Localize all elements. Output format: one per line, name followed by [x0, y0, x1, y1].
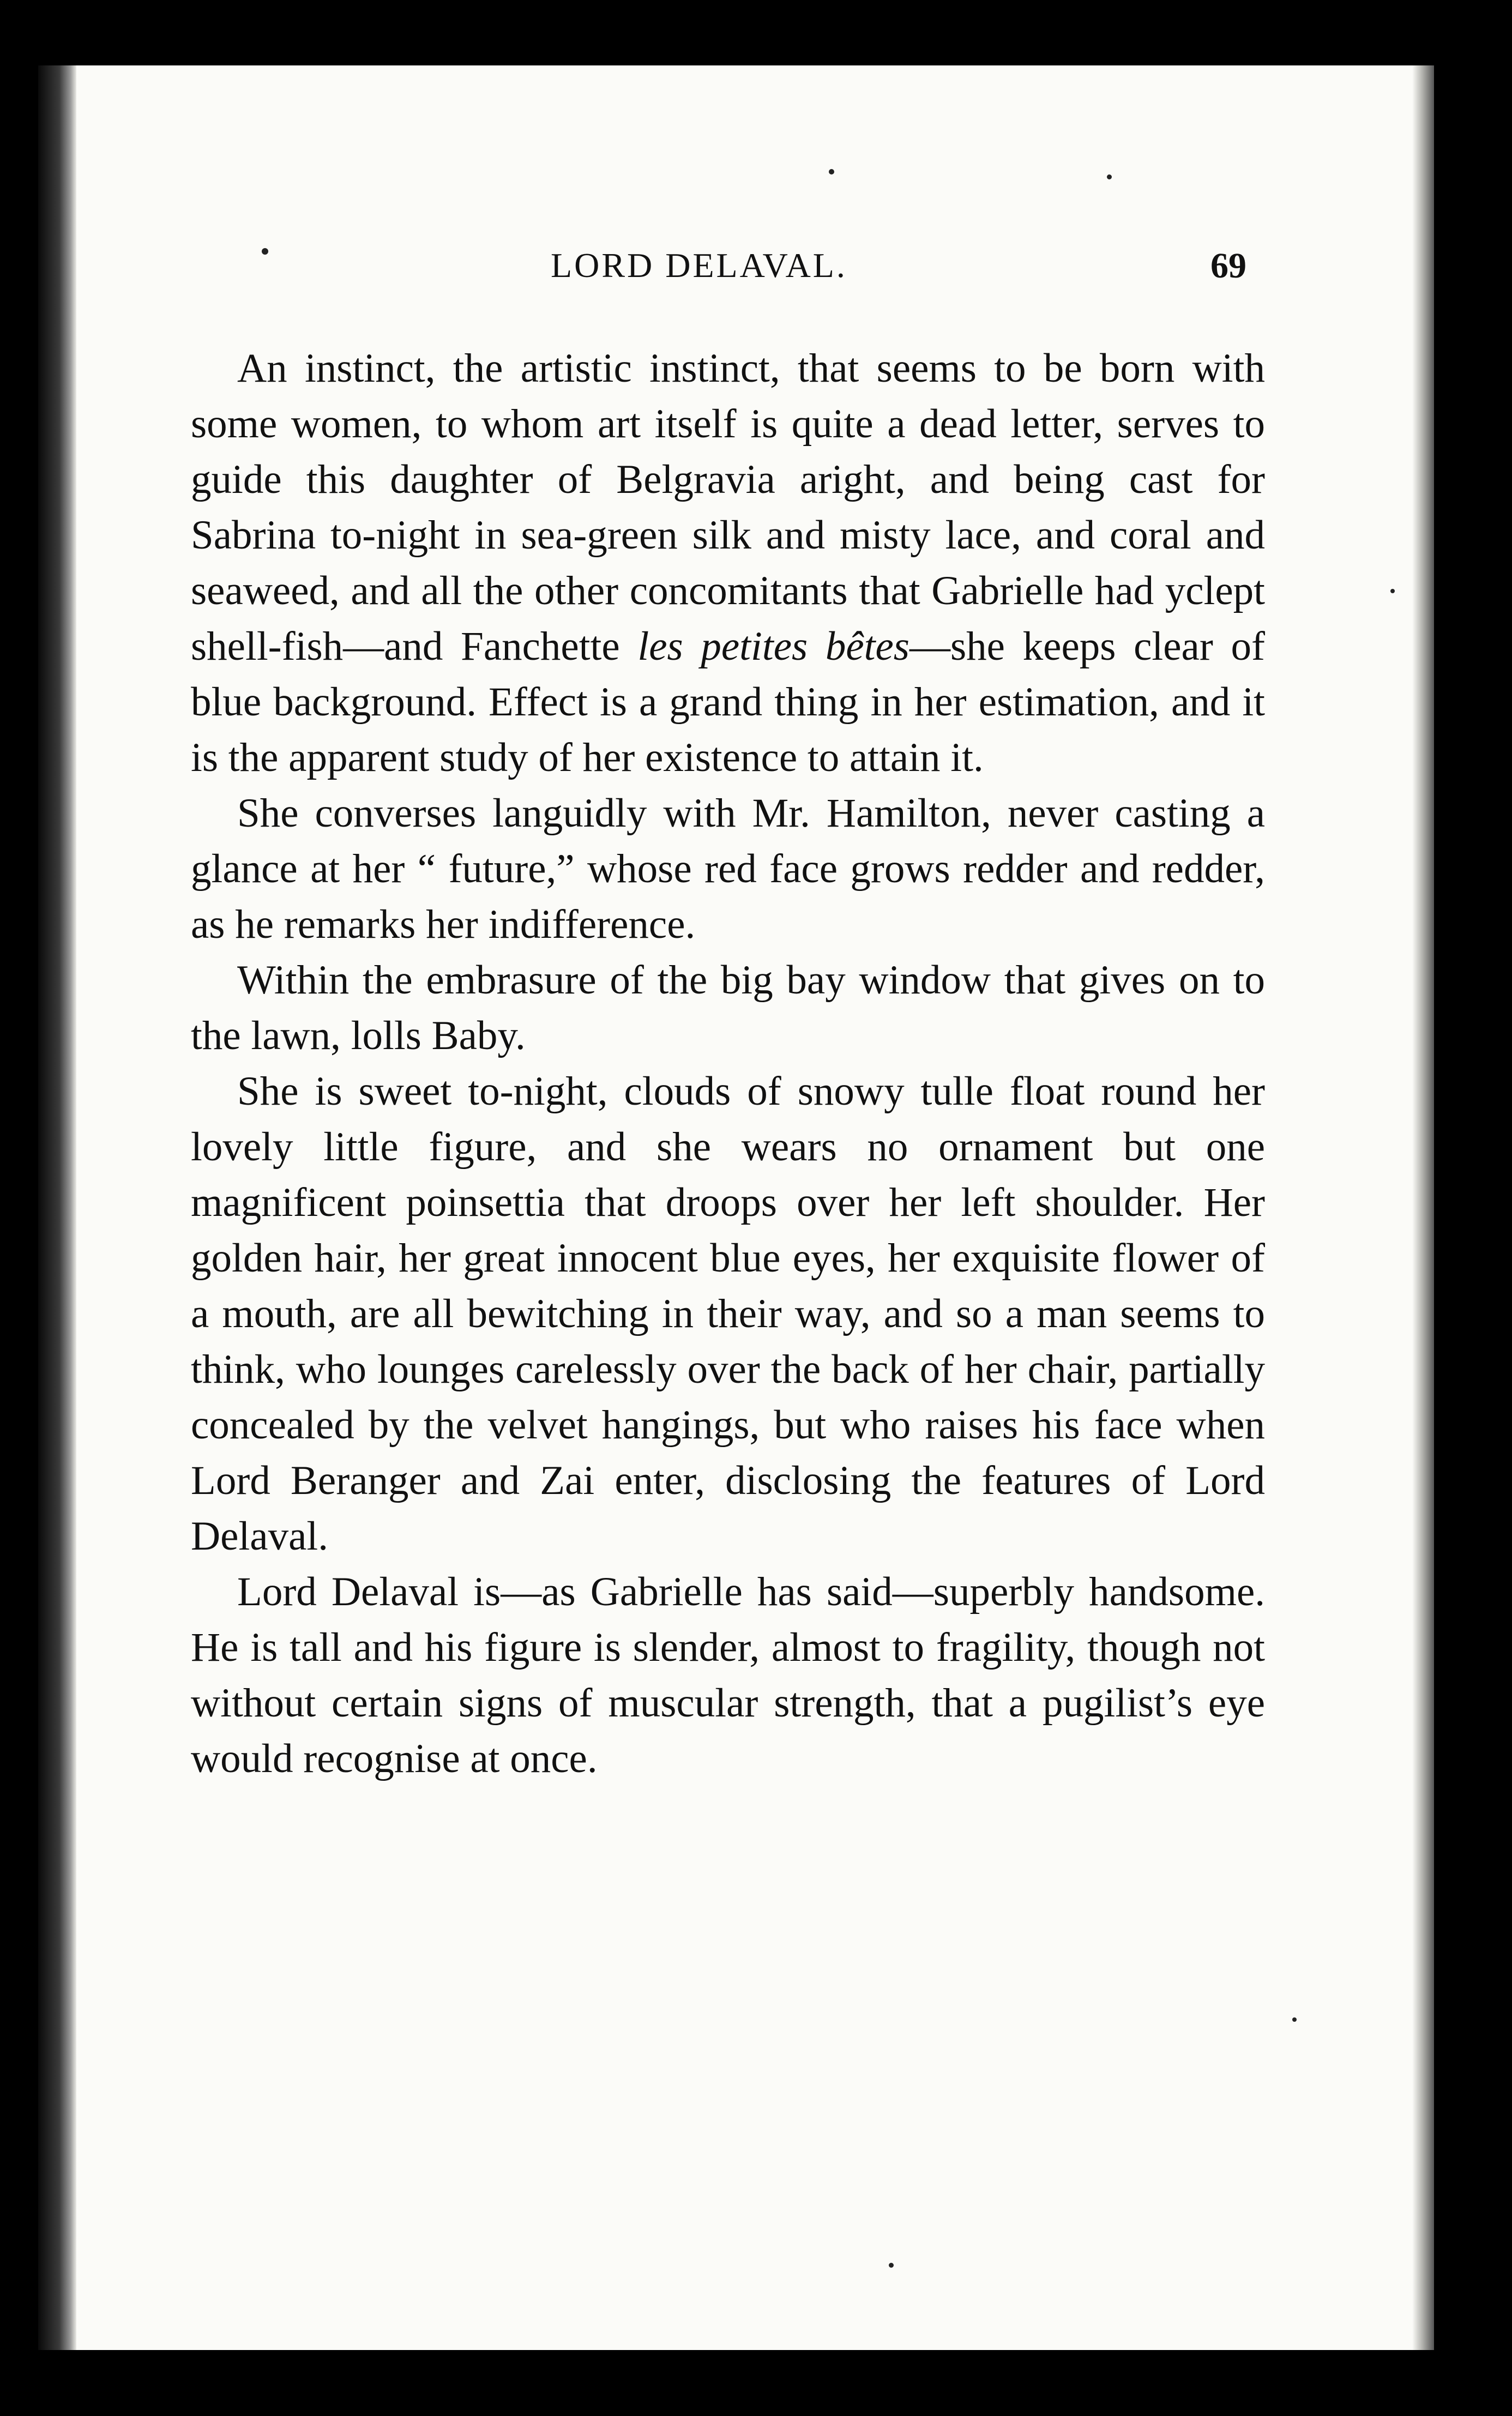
ink-speck [829, 169, 834, 174]
ink-speck [1107, 174, 1112, 179]
paragraph-text: She converses languidly with Mr. Hamilton, never casting a glance at her “ future,” whose red face grows redder and redder, as he remarks her indifference. [191, 791, 1265, 947]
paragraph-text: Lord Delaval is—as Gabrielle has said—superbly handsome. He is tall and his figure is slender, almost to fragility, though not without certain signs of muscular strength, that a pugilist’s eye would recognise at once. [191, 1569, 1265, 1781]
paragraph-text: Within the embrasure of the big bay window that gives on to the lawn, lolls Baby. [191, 957, 1265, 1058]
italic-phrase: les petites bêtes [637, 624, 909, 669]
page-header [38, 245, 1434, 305]
ink-speck [889, 2263, 894, 2268]
ink-speck [262, 248, 268, 255]
ink-speck [1292, 2017, 1297, 2022]
paragraph [191, 1064, 1265, 1564]
running-title: LORD DELAVAL. [551, 246, 847, 285]
page-edge-shadow [1412, 65, 1434, 2350]
ink-speck [1390, 589, 1395, 593]
body-text [191, 341, 1265, 1787]
paragraph-text: She is sweet to-night, clouds of snowy tulle float round her lovely little figure, and she wears no ornament but one magnificent poinsettia that droops over her left shoulder. Her golden hair, her great innocent blue eyes, her exquisite flower of a mouth, are all bewitching in their way, and so a man seems to think, who lounges carelessly over the back of her chair, partially concealed by the velvet hangings, but who raises his face when Lord Beranger and Zai enter, disclosing the features of Lord Delaval. [191, 1069, 1265, 1559]
paragraph-text: An instinct, the artistic instinct, that seems to be born with some women, to whom art itself is quite a dead letter, serves to guide this daughter of Belgravia aright, and being cast for Sabrina to-night in sea-green silk and misty lace, and coral and seaweed, and all the other concomitants that Gabrielle had yclept shell-fish—and Fanchette [191, 346, 1265, 669]
book-page [38, 65, 1434, 2350]
paragraph [191, 1564, 1265, 1787]
page-gutter-shadow [38, 65, 76, 2350]
paragraph [191, 786, 1265, 953]
paragraph [191, 341, 1265, 786]
paragraph [191, 953, 1265, 1064]
paragraph-text: —she keeps clear of blue background. Effect is a grand thing in her estimation, and it is the apparent study of her existence to attain it. [191, 624, 1265, 780]
page-number: 69 [1210, 246, 1246, 286]
